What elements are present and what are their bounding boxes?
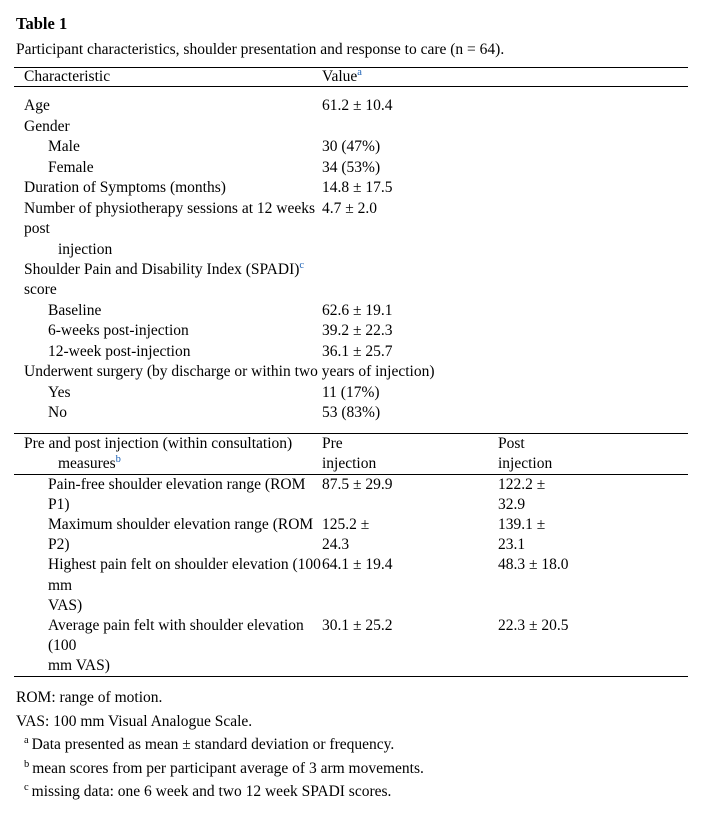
row-value bbox=[322, 117, 688, 137]
row-label: Highest pain felt on shoulder elevation (100 mm VAS) bbox=[48, 556, 321, 614]
row-label: Yes bbox=[48, 383, 71, 401]
table-row bbox=[14, 515, 688, 555]
row-label: Gender bbox=[24, 117, 70, 135]
table-row bbox=[14, 321, 688, 341]
footnote-marker-a: a bbox=[357, 67, 362, 79]
row-value: 53 (83%) bbox=[322, 403, 688, 433]
row-value: 62.6 ± 19.1 bbox=[322, 301, 393, 319]
table-row bbox=[14, 158, 688, 178]
row-value: 61.2 ± 10.4 bbox=[322, 97, 393, 115]
footnote-marker-b: b bbox=[115, 453, 121, 465]
row-label: Pain-free shoulder elevation range (ROM P1) bbox=[48, 475, 306, 514]
section2-header-label: Pre and post injection (within consultation) measures$^b$ bbox=[14, 433, 322, 474]
footnote-marker-a: a bbox=[24, 735, 29, 747]
row-value-pre: 64.1 ± 19.4 bbox=[322, 556, 393, 574]
row-value-pre: 125.2 ± 24.3 bbox=[322, 516, 370, 554]
footnote-a: $^a$ Data presented as mean ± standard deviation or frequency. bbox=[24, 735, 395, 754]
footnote-b: $^b$ mean scores from per participant average of 3 arm movements. bbox=[24, 758, 424, 777]
table-header-row bbox=[14, 68, 688, 87]
header-value: Value$^a$ bbox=[322, 68, 688, 87]
row-value: 39.2 ± 22.3 bbox=[322, 322, 393, 340]
section2-header-pre: Pre injection bbox=[322, 433, 498, 474]
table-bottom-rule bbox=[14, 676, 688, 677]
table-caption: Participant characteristics, shoulder presentation and response to care (n = 64). bbox=[16, 41, 505, 58]
table-row bbox=[14, 342, 688, 362]
table-row bbox=[14, 474, 688, 515]
row-value-pre: 30.1 ± 25.2 bbox=[322, 616, 393, 634]
row-value-post: 139.1 ± 23.1 bbox=[498, 516, 546, 554]
section2-header-post: Post injection bbox=[498, 433, 688, 474]
table-row bbox=[14, 178, 688, 198]
footnote-marker-c: c bbox=[299, 259, 305, 271]
note-rom: ROM: range of motion. bbox=[16, 689, 163, 707]
table-row bbox=[14, 199, 688, 260]
row-label: Underwent surgery (by discharge or within two years of injection) bbox=[24, 363, 435, 381]
row-label-continued: mm VAS) bbox=[48, 657, 110, 675]
row-label: Number of physiotherapy sessions at 12 weeks post injection bbox=[14, 199, 322, 260]
section2-header-row bbox=[14, 433, 688, 474]
row-value-post: 122.2 ± 32.9 bbox=[498, 475, 546, 514]
row-label: Female bbox=[48, 158, 94, 176]
table-row bbox=[14, 301, 688, 321]
row-value: 36.1 ± 25.7 bbox=[322, 342, 393, 360]
section2-header-label-continued: measures$^b$ bbox=[58, 453, 121, 472]
row-label: Male bbox=[48, 138, 80, 156]
row-label: 6-weeks post-injection bbox=[48, 322, 189, 340]
table-row bbox=[14, 403, 688, 433]
row-label: Baseline bbox=[48, 301, 102, 319]
row-value: 34 (53%) bbox=[322, 158, 381, 176]
table-row bbox=[14, 555, 688, 615]
row-value: 11 (17%) bbox=[322, 383, 380, 401]
footnote-marker-c: c bbox=[24, 782, 29, 794]
row-label: No bbox=[14, 403, 322, 433]
table-row bbox=[14, 117, 688, 137]
row-label: Maximum shoulder elevation range (ROM P2) bbox=[48, 516, 314, 554]
note-vas: VAS: 100 mm Visual Analogue Scale. bbox=[16, 712, 253, 730]
table-number-label: Table 1 bbox=[16, 14, 68, 33]
row-label: 12-week post-injection bbox=[48, 342, 191, 360]
row-label-continued: injection bbox=[58, 240, 113, 258]
row-value bbox=[322, 260, 688, 301]
row-label: Duration of Symptoms (months) bbox=[24, 179, 226, 197]
footnote-marker-b: b bbox=[24, 758, 30, 770]
row-value-post: 48.3 ± 18.0 bbox=[498, 556, 569, 574]
table-row bbox=[14, 383, 688, 403]
row-value: 4.7 ± 2.0 bbox=[322, 199, 378, 217]
footnote-c: $^c$ missing data: one 6 week and two 12 week SPADI scores. bbox=[24, 782, 392, 801]
row-label: Age bbox=[24, 97, 50, 115]
row-value: 14.8 ± 17.5 bbox=[322, 179, 393, 197]
table-row bbox=[14, 137, 688, 157]
table-footnotes bbox=[14, 687, 688, 803]
row-value: 30 (47%) bbox=[322, 138, 381, 156]
row-value-post: 22.3 ± 20.5 bbox=[498, 616, 569, 634]
characteristics-table bbox=[14, 67, 688, 677]
row-label: Shoulder Pain and Disability Index (SPADI)$^c$ score bbox=[24, 259, 305, 299]
row-label: Average pain felt with shoulder elevation (100 mm VAS) bbox=[48, 616, 304, 675]
table-row bbox=[14, 362, 688, 382]
table-row bbox=[14, 87, 688, 117]
row-value-pre: 87.5 ± 29.9 bbox=[322, 475, 393, 493]
table-row bbox=[14, 260, 688, 301]
header-characteristic: Characteristic bbox=[14, 68, 322, 87]
table-row bbox=[14, 616, 688, 676]
row-label-continued: VAS) bbox=[48, 596, 83, 614]
